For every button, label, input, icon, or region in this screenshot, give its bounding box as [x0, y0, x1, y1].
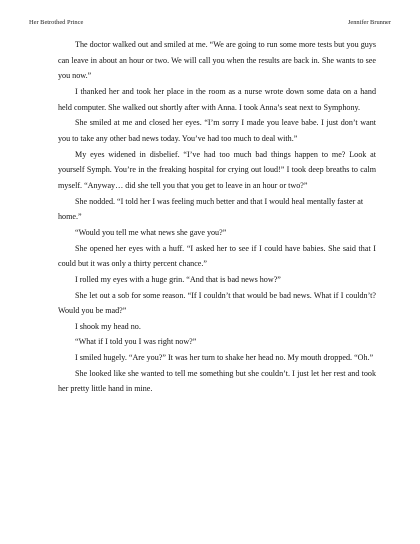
book-title: Her Betrothed Prince: [29, 19, 84, 26]
paragraph: I thanked her and took her place in the room as a nurse wrote down some data on a hand held computer. She walked out shortly after with Anna. I took Anna’s seat next to Symphony.: [58, 86, 376, 112]
paragraph: She opened her eyes with a huff. “I asked her to see if I could have babies. She said that I could but it was only a thirty percent chance.”: [58, 243, 376, 269]
paragraph: I shook my head no.: [75, 321, 141, 331]
paragraph: I smiled hugely. “Are you?” It was her turn to shake her head no. My mouth dropped. “Oh.”: [75, 353, 374, 363]
author-name: Jennifer Brunner: [347, 19, 391, 26]
paragraph: She nodded. “I told her I was feeling much better and that I would heal mentally faster at home.”: [58, 196, 364, 222]
paragraph: She smiled at me and closed her eyes. “I’m sorry I made you leave babe. I just don’t want you to take any other bad news today. You’ve had too much to deal with.”: [58, 118, 376, 143]
paragraph: My eyes widened in disbelief. “I’ve had too much bad things happen to me? Look at yourself Symph. You’re in the freaking hospital for crying out loud!” I took deep breaths to calm myself. “Anyway… did she tell you that you get to leave in an hour or two?”: [58, 149, 376, 190]
paragraph: “What if I told you I was right now?”: [75, 337, 197, 347]
paragraph: “Would you tell me what news she gave you?”: [75, 227, 227, 237]
paragraph: The doctor walked out and smiled at me. “We are going to run some more tests but you guys can leave in about an hour or two. We will call you when the results are back in. She wants to see you now.”: [58, 40, 376, 81]
paragraph: She looked like she wanted to tell me something but she couldn’t. I just let her rest and took her pretty little hand in mine.: [58, 368, 376, 394]
body-text: [58, 37, 376, 397]
paragraph: She let out a sob for some reason. “If I couldn’t that would be bad news. What if I couldn’t? Would you be mad?”: [58, 290, 376, 316]
paragraph: I rolled my eyes with a huge grin. “And that is bad news how?”: [75, 274, 281, 284]
running-header: [29, 19, 391, 27]
